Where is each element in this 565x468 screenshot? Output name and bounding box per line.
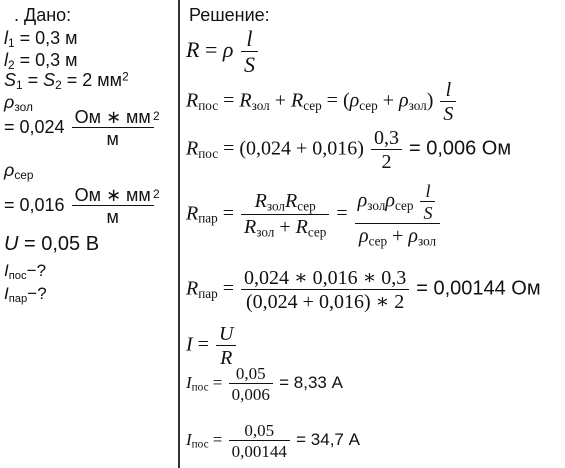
formula-parallel-resistance: $R_{пар}$ = $\frac{R_{зол}R_{сер}}{R_{зол} + R_{сер}}$ = $\rho_{зол}\rho_{сер}$ $\frac{l}{S}$ $\rho_{сер} + \rho_{зол}$ xyxy=(186,182,442,248)
given-rho-zol-symbol: $\rho_{зол}$ xyxy=(4,92,33,114)
given-rho-ser-symbol: $\rho_{сер}$ xyxy=(4,160,34,182)
given-i-series: $I_{пос}-$? xyxy=(4,261,47,282)
given-l1: $l_1 = 0,3$ м xyxy=(4,28,78,50)
calc-parallel-current: $I_{пос}$ = $\frac{0,05}{0,00144}$ = 34,7 А xyxy=(186,421,360,461)
column-divider xyxy=(178,0,180,468)
calc-series-current: $I_{пос}$ = $\frac{0,05}{0,006}$ = 8,33 А xyxy=(186,364,343,404)
given-l2: $l_2 = 0,3$ м xyxy=(4,50,78,72)
given-rho-ser-value: = 0,016 $\frac{Ом ∗ мм}{м}$ 2 xyxy=(4,185,160,227)
solution-title: Решение: xyxy=(189,5,270,25)
calc-parallel-resistance: $R_{пар}$ = $\frac{0,024 ∗ 0,016 ∗ 0,3}{(0,024 + 0,016) ∗ 2}$ = 0,00144 Ом xyxy=(186,267,541,313)
formula-resistance: R = ρ $\frac{l}{S}$ xyxy=(186,28,260,76)
given-i-parallel: $I_{пар}-$? xyxy=(4,284,47,305)
formula-ohms-law: I = $\frac{U}{R}$ xyxy=(186,324,238,368)
calc-series-resistance: $R_{пос} = (0,024 + 0,016)$ $\frac{0,3}{2}$ = 0,006 Ом xyxy=(186,127,512,173)
given-title: . Дано: xyxy=(14,5,72,25)
formula-series-resistance: $R_{пос} = R_{зол} + R_{сер} = (\rho_{сер} + \rho_{зол})$ $\frac{l}{S}$ xyxy=(186,80,458,124)
given-rho-zol-value: = 0,024 $\frac{Ом ∗ мм}{м}$ 2 xyxy=(4,107,160,149)
given-areas: $S_1 = S_2 = 2$ $мм^2$ xyxy=(4,69,129,92)
given-voltage: U = 0,05 В xyxy=(4,233,100,255)
